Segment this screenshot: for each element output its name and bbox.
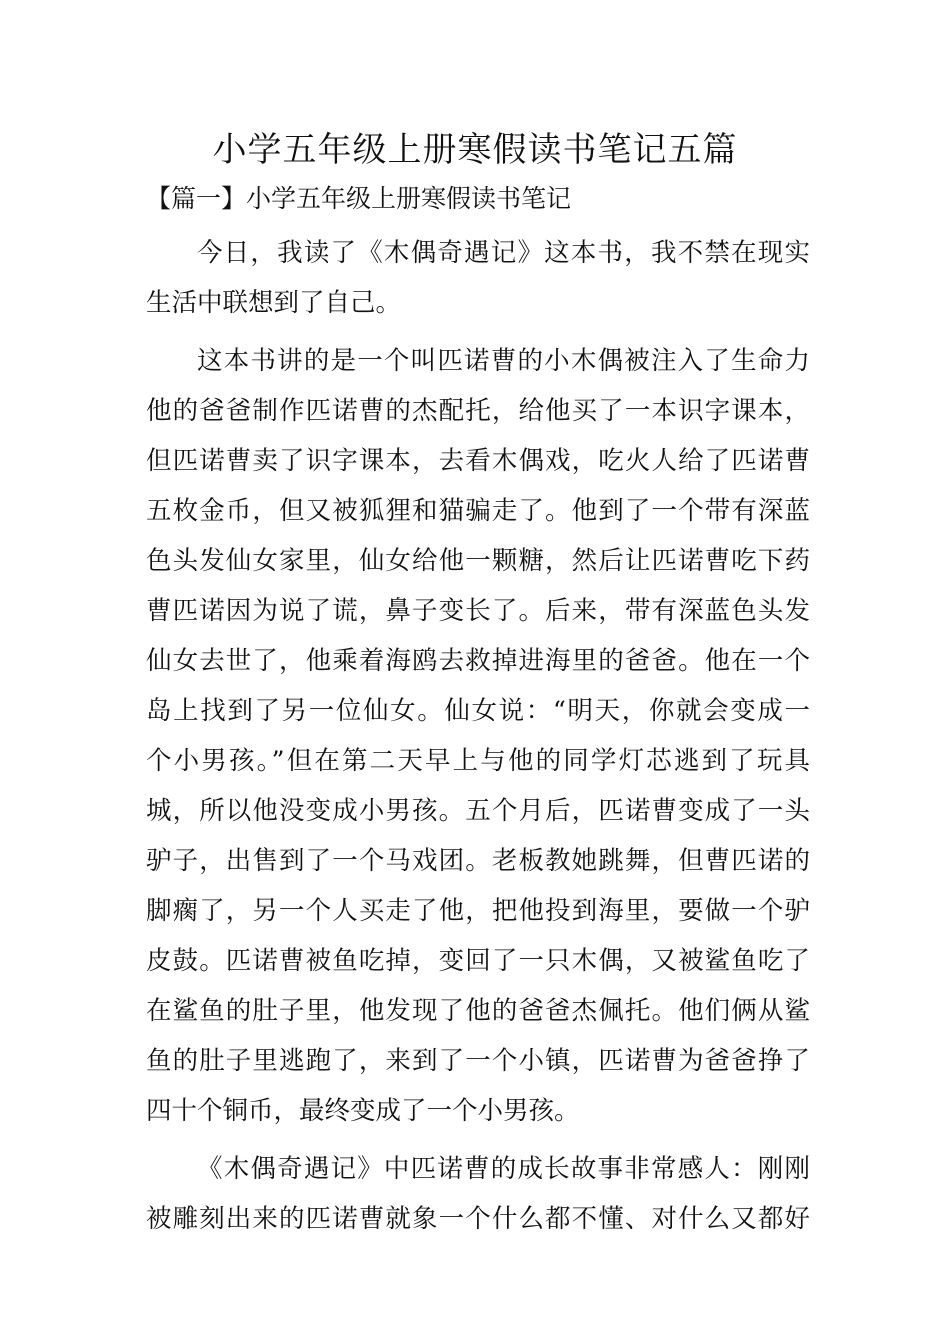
text-line: 仙女去世了，他乘着海鸥去救掉进海里的爸爸。他在一个 <box>146 646 810 676</box>
document-body <box>146 228 810 1252</box>
text-line: 驴子，出售到了一个马戏团。老板教她跳舞，但曹匹诺的 <box>146 846 810 876</box>
text-line: 曹匹诺因为说了谎，鼻子变长了。后来，带有深蓝色头发 <box>146 596 810 626</box>
paragraph <box>146 1144 810 1244</box>
section-heading: 【篇一】小学五年级上册寒假读书笔记 <box>146 184 572 213</box>
text-line: 被雕刻出来的匹诺曹就象一个什么都不懂、对什么又都好 <box>146 1204 810 1234</box>
paragraph <box>146 228 810 328</box>
text-line: 脚瘸了，另一个人买走了他，把他投到海里，要做一个驴 <box>146 896 810 926</box>
text-line: 今日，我读了《木偶奇遇记》这本书，我不禁在现实 <box>197 238 810 268</box>
text-line: 五枚金币，但又被狐狸和猫骗走了。他到了一个带有深蓝 <box>146 496 810 526</box>
text-line: 色头发仙女家里，仙女给他一颗糖，然后让匹诺曹吃下药 <box>146 546 810 576</box>
text-line: 但匹诺曹卖了识字课本，去看木偶戏，吃火人给了匹诺曹 <box>146 446 810 476</box>
text-line: 在鲨鱼的肚子里，他发现了他的爸爸杰佩托。他们俩从鲨 <box>146 996 810 1026</box>
text-line: 城，所以他没变成小男孩。五个月后，匹诺曹变成了一头 <box>146 796 810 826</box>
document-title: 小学五年级上册寒假读书笔记五篇 <box>212 130 738 170</box>
text-line: 《木偶奇遇记》中匹诺曹的成长故事非常感人：刚刚 <box>197 1154 810 1184</box>
text-line: 个小男孩。”但在第二天早上与他的同学灯芯逃到了玩具 <box>146 746 810 776</box>
paragraph <box>146 336 810 1136</box>
text-line: 这本书讲的是一个叫匹诺曹的小木偶被注入了生命力 <box>197 346 810 376</box>
text-line: 他的爸爸制作匹诺曹的杰配托，给他买了一本识字课本， <box>146 396 810 426</box>
text-line: 岛上找到了另一位仙女。仙女说：“明天，你就会变成一 <box>146 696 810 726</box>
text-line: 鱼的肚子里逃跑了，来到了一个小镇，匹诺曹为爸爸挣了 <box>146 1046 810 1076</box>
text-line: 皮鼓。匹诺曹被鱼吃掉，变回了一只木偶，又被鲨鱼吃了 <box>146 946 810 976</box>
text-line: 生活中联想到了自己。 <box>146 288 402 318</box>
text-line: 四十个铜币，最终变成了一个小男孩。 <box>146 1096 580 1126</box>
